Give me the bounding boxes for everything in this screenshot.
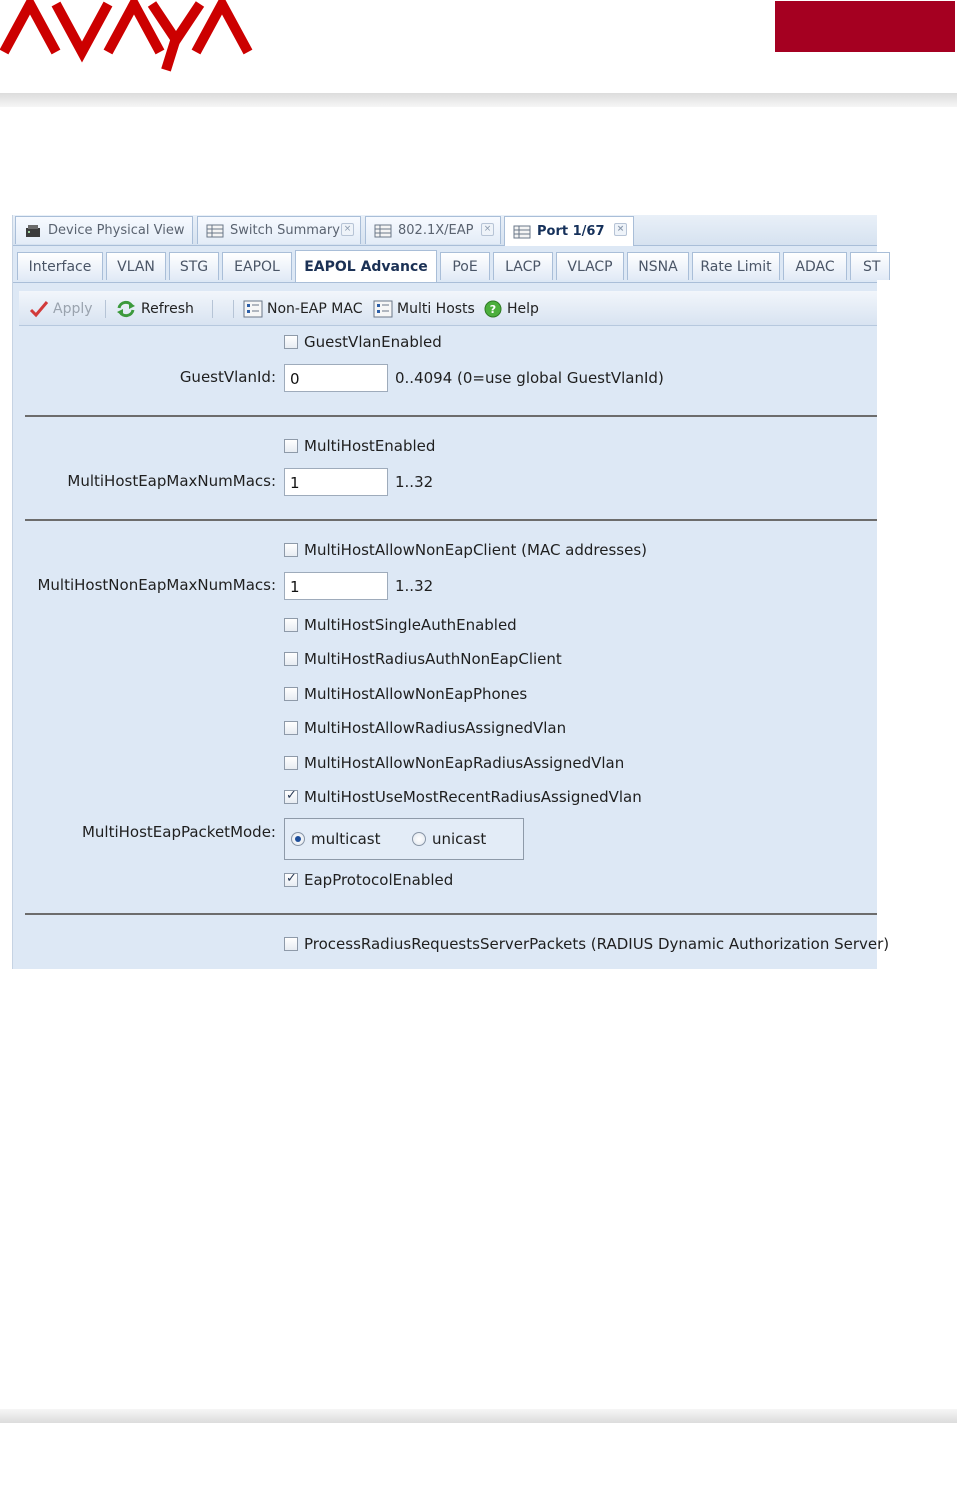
tab-rate-limit[interactable]: Rate Limit <box>692 252 780 280</box>
checkbox-label: MultiHostAllowNonEapPhones <box>304 685 528 703</box>
section-tab-bar <box>13 248 881 283</box>
tab-vlacp[interactable]: VLACP <box>556 252 624 280</box>
checkbox-label: MultiHostAllowNonEapRadiusAssignedVlan <box>304 754 625 772</box>
tab-vlan[interactable]: VLAN <box>106 252 166 280</box>
packet-mode-label: MultiHostEapPacketMode: <box>81 823 276 841</box>
packet-mode-multicast-radio[interactable] <box>291 830 380 848</box>
multi-host-allow-non-eap-phones-checkbox[interactable] <box>284 685 527 703</box>
document-tab-bar <box>13 215 877 246</box>
tab-adac[interactable]: ADAC <box>783 252 847 280</box>
multi-host-eap-max-input[interactable]: 1 <box>284 468 388 496</box>
apply-label: Apply <box>53 301 93 317</box>
tab-nsna[interactable]: NSNA <box>627 252 689 280</box>
footer-rule <box>0 1409 957 1423</box>
checkbox-box[interactable] <box>284 335 298 349</box>
refresh-label: Refresh <box>141 301 194 317</box>
checkbox-box[interactable] <box>284 439 298 453</box>
close-icon[interactable]: × <box>341 223 354 236</box>
eap-protocol-enabled-checkbox[interactable] <box>284 871 453 889</box>
guest-vlan-id-hint: 0..4094 (0=use global GuestVlanId) <box>395 369 664 387</box>
radio-label: unicast <box>432 830 487 848</box>
multi-host-use-most-recent-radius-vlan-checkbox[interactable] <box>284 788 642 806</box>
multi-host-radius-auth-non-eap-checkbox[interactable] <box>284 650 562 668</box>
packet-mode-radio-group <box>284 818 524 860</box>
radio-dot[interactable] <box>412 832 426 846</box>
radio-dot[interactable] <box>291 832 305 846</box>
help-button[interactable] <box>483 299 539 319</box>
close-icon[interactable]: × <box>614 223 627 236</box>
checkbox-label: ProcessRadiusRequestsServerPackets (RADIUS Dynamic Authorization Server) <box>304 935 890 953</box>
packet-mode-unicast-radio[interactable] <box>412 830 486 848</box>
checkbox-box[interactable] <box>284 790 298 804</box>
multi-host-enabled-checkbox[interactable] <box>284 437 435 455</box>
checkbox-box[interactable] <box>284 687 298 701</box>
tab-label: Port 1/67 <box>537 224 605 239</box>
checkbox-box[interactable] <box>284 756 298 770</box>
table-icon <box>206 224 224 238</box>
checkbox-label: EapProtocolEnabled <box>304 871 454 889</box>
tab-port-1-67[interactable] <box>504 216 634 246</box>
multi-hosts-label: Multi Hosts <box>397 301 475 317</box>
checkbox-label: MultiHostAllowRadiusAssignedVlan <box>304 719 567 737</box>
checkbox-box[interactable] <box>284 721 298 735</box>
refresh-button[interactable] <box>115 299 194 319</box>
multi-host-eap-max-label: MultiHostEapMaxNumMacs: <box>67 472 276 490</box>
process-radius-requests-checkbox[interactable] <box>284 935 889 953</box>
guest-vlan-enabled-checkbox[interactable] <box>284 333 442 351</box>
checkbox-label: MultiHostSingleAuthEnabled <box>304 616 517 634</box>
help-label: Help <box>507 301 539 317</box>
eapol-advance-window <box>12 215 890 969</box>
tab-eapol-advance[interactable]: EAPOL Advance <box>295 250 437 282</box>
header-red-block <box>775 1 955 52</box>
non-eap-mac-label: Non-EAP MAC <box>267 301 363 317</box>
toolbar-separator <box>212 300 213 318</box>
tab-device-physical-view[interactable] <box>15 216 193 244</box>
checkbox-box[interactable] <box>284 618 298 632</box>
multi-host-non-eap-max-hint: 1..32 <box>395 577 434 595</box>
section-divider <box>25 913 877 915</box>
tab-switch-summary[interactable] <box>197 216 361 244</box>
checkbox-label: MultiHostAllowNonEapClient (MAC addresses) <box>304 541 648 559</box>
tab-label: Switch Summary <box>230 223 340 238</box>
checkbox-label: MultiHostUseMostRecentRadiusAssignedVlan <box>304 788 642 806</box>
multi-host-non-eap-max-label: MultiHostNonEapMaxNumMacs: <box>37 576 276 594</box>
toolbar-separator <box>105 300 106 318</box>
list-icon <box>373 300 393 318</box>
multi-host-eap-max-hint: 1..32 <box>395 473 434 491</box>
table-icon <box>513 225 531 239</box>
checkbox-box[interactable] <box>284 652 298 666</box>
header-rule <box>0 93 957 107</box>
tab-stg[interactable]: STG <box>169 252 219 280</box>
non-eap-mac-button[interactable] <box>243 299 362 319</box>
refresh-icon <box>115 300 137 318</box>
tab-poe[interactable]: PoE <box>440 252 490 280</box>
multi-host-allow-radius-vlan-checkbox[interactable] <box>284 719 566 737</box>
avaya-logo <box>0 0 256 74</box>
toolbar <box>19 291 877 326</box>
list-icon <box>243 300 263 318</box>
radio-label: multicast <box>311 830 381 848</box>
tab-eapol[interactable]: EAPOL <box>222 252 292 280</box>
tab-label: 802.1X/EAP <box>398 223 474 238</box>
tab-802-1x-eap[interactable] <box>365 216 501 244</box>
help-icon <box>483 300 503 318</box>
checkbox-box[interactable] <box>284 543 298 557</box>
checkbox-label: MultiHostEnabled <box>304 437 436 455</box>
device-icon <box>24 224 42 238</box>
apply-button[interactable] <box>29 299 93 319</box>
checkbox-box[interactable] <box>284 937 298 951</box>
multi-host-allow-non-eap-client-checkbox[interactable] <box>284 541 647 559</box>
multi-hosts-button[interactable] <box>373 299 475 319</box>
guest-vlan-id-label: GuestVlanId: <box>179 368 276 386</box>
close-icon[interactable]: × <box>481 223 494 236</box>
toolbar-separator <box>233 300 234 318</box>
checkmark-icon <box>29 300 49 318</box>
checkbox-label: MultiHostRadiusAuthNonEapClient <box>304 650 562 668</box>
tab-lacp[interactable]: LACP <box>493 252 553 280</box>
tab-label: Device Physical View <box>48 223 185 238</box>
guest-vlan-id-input[interactable]: 0 <box>284 364 388 392</box>
svg-text:?: ? <box>489 303 497 316</box>
tab-st[interactable]: ST <box>850 252 890 280</box>
multi-host-non-eap-max-input[interactable]: 1 <box>284 572 388 600</box>
section-divider <box>25 415 877 417</box>
tab-interface[interactable]: Interface <box>17 252 103 280</box>
checkbox-box[interactable] <box>284 873 298 887</box>
section-divider <box>25 519 877 521</box>
multi-host-allow-non-eap-radius-vlan-checkbox[interactable] <box>284 754 624 772</box>
multi-host-single-auth-checkbox[interactable] <box>284 616 517 634</box>
checkbox-label: GuestVlanEnabled <box>304 333 442 351</box>
table-icon <box>374 224 392 238</box>
